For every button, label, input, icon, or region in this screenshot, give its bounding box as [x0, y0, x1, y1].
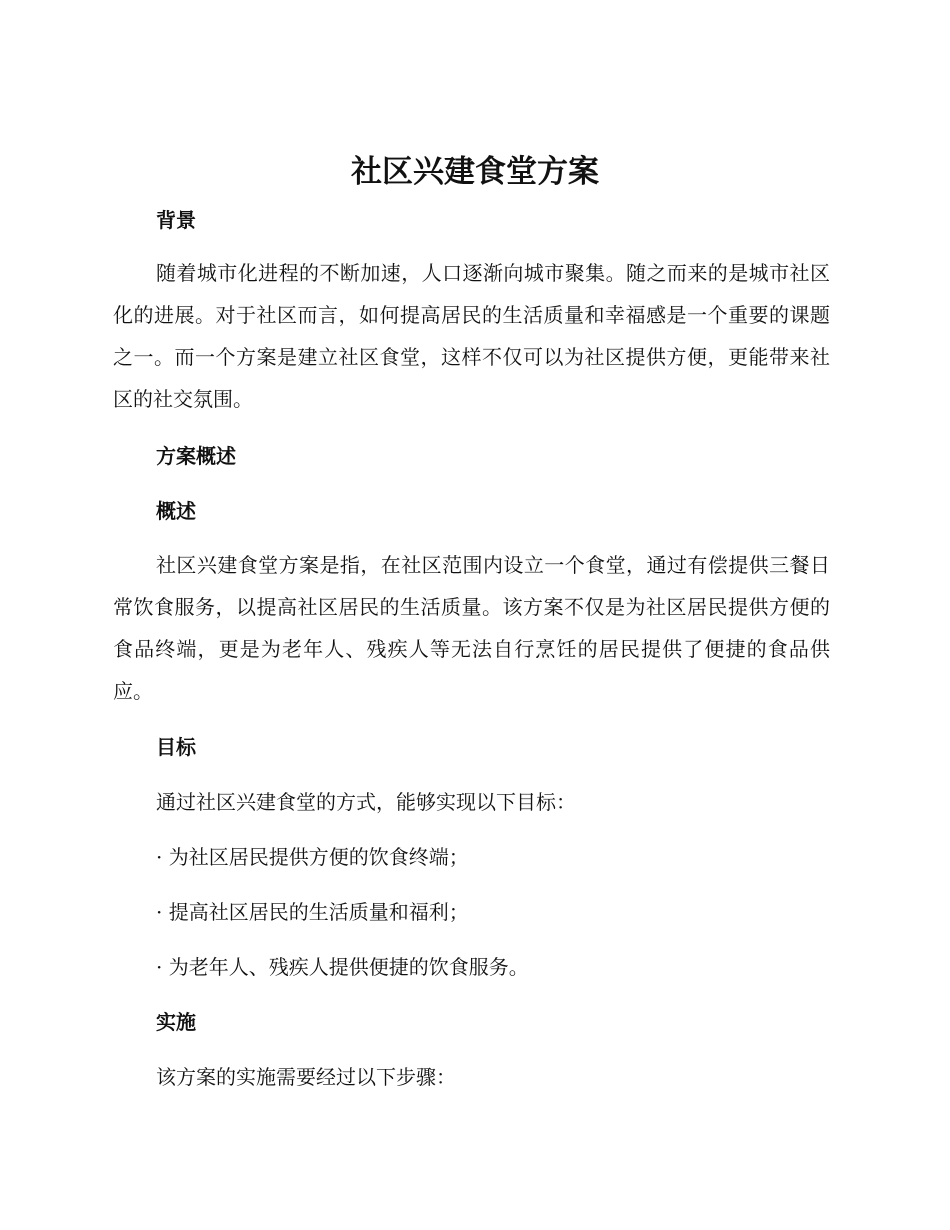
- heading-goals: 目标: [156, 735, 196, 759]
- heading-implementation: 实施: [156, 1010, 196, 1034]
- paragraph-overview: 社区兴建食堂方案是指，在社区范围内设立一个食堂，通过有偿提供三餐日常饮食服务，以提高社区居民的生活质量。该方案不仅是为社区居民提供方便的食品终端，更是为老年人、残疾人等无法自行烹饪的居民提供了便捷的食品供应。: [113, 553, 830, 703]
- goal-item-1: · 为社区居民提供方便的饮食终端；: [156, 845, 469, 869]
- document-title: 社区兴建食堂方案: [351, 154, 599, 190]
- goal-item-2: · 提高社区居民的生活质量和福利；: [156, 900, 469, 924]
- paragraph-background: 随着城市化进程的不断加速，人口逐渐向城市聚集。随之而来的是城市社区化的进展。对于社区而言，如何提高居民的生活质量和幸福感是一个重要的课题之一。而一个方案是建立社区食堂，这样不仅可以为社区提供方便，更能带来社区的社交氛围。: [113, 261, 830, 411]
- goals-intro: 通过社区兴建食堂的方式，能够实现以下目标：: [156, 790, 576, 814]
- implementation-intro: 该方案的实施需要经过以下步骤：: [156, 1065, 456, 1089]
- heading-overview: 概述: [156, 499, 196, 523]
- heading-background: 背景: [156, 208, 196, 232]
- heading-plan-overview: 方案概述: [156, 444, 236, 468]
- goal-item-3: · 为老年人、残疾人提供便捷的饮食服务。: [156, 955, 529, 979]
